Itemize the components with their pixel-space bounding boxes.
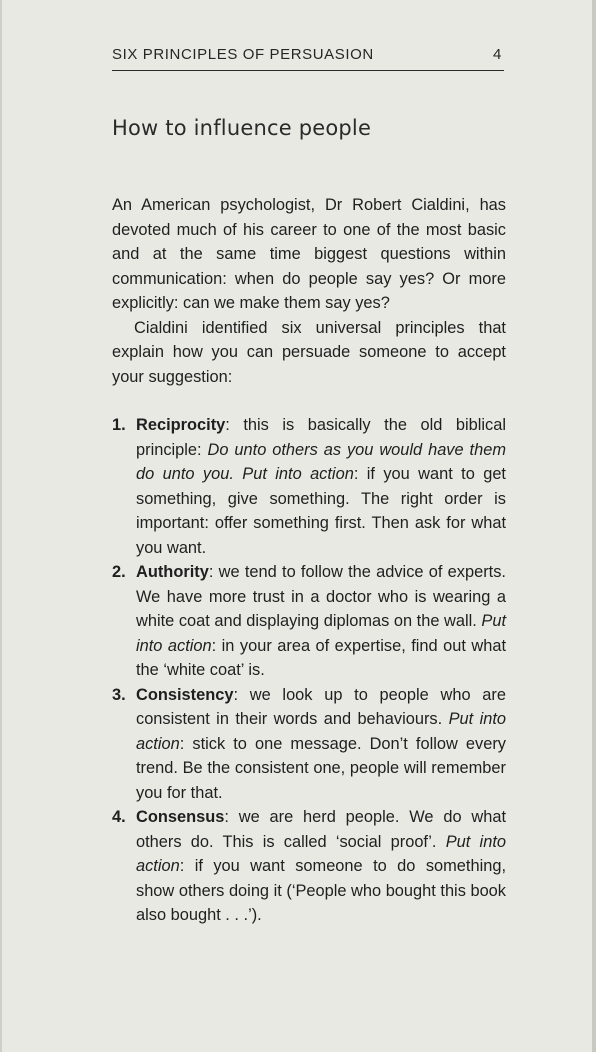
principle-text: : in your area of expertise, find out what the ‘white coat’ is. bbox=[136, 636, 506, 679]
principle-text: : we tend to follow the advice of experts. We have more trust in a doctor who is wearing a white coat and displaying diplomas on the wall. bbox=[136, 563, 506, 630]
principle-term: Consensus bbox=[136, 808, 225, 826]
principle-term: Consistency bbox=[136, 685, 234, 704]
principle-text: : stick to one message. Don’t follow every trend. Be the consistent one, people will remember you for that. bbox=[136, 734, 506, 802]
principle-term: Reciprocity bbox=[136, 416, 226, 434]
principle-text: : this is basically the old biblical principle: bbox=[136, 416, 506, 459]
principle-italic: Put into action bbox=[136, 832, 506, 875]
list-item bbox=[112, 413, 506, 560]
page-number: 4 bbox=[493, 46, 502, 63]
list-item bbox=[112, 560, 506, 683]
principle-text: : we are herd people. We do what others do. This is called ‘social proof’. bbox=[136, 808, 506, 851]
list-number: 2. bbox=[112, 563, 126, 581]
paragraph: An American psychologist, Dr Robert Cialdini, has devoted much of his career to one of the most basic and at the same time biggest questions within communication: when do people say yes? Or more explicitly: can we make them say yes? bbox=[112, 196, 506, 312]
principle-italic: Put into action bbox=[136, 710, 506, 753]
running-header bbox=[112, 44, 504, 71]
chapter-title: How to influence people bbox=[112, 116, 372, 140]
body-text bbox=[112, 193, 506, 928]
list-number: 1. bbox=[112, 416, 126, 434]
principle-text: : we look up to people who are consistent in their words and behaviours. bbox=[136, 685, 506, 728]
paragraph: Cialdini identified six universal principles that explain how you can persuade someone to accept your suggestion: bbox=[112, 318, 506, 386]
principle-text: : if you want to get something, give something. The right order is important: offer something first. Then ask for what you want. bbox=[136, 465, 506, 557]
principle-italic: Put into action bbox=[136, 612, 506, 655]
principles-list bbox=[112, 413, 506, 928]
running-header-title: SIX PRINCIPLES OF PERSUASION bbox=[112, 46, 374, 63]
principle-text: : if you want someone to do something, show others doing it (‘People who bought this book also bought . . .’). bbox=[136, 857, 506, 924]
list-item bbox=[112, 805, 506, 928]
list-number: 3. bbox=[112, 685, 126, 704]
principle-term: Authority bbox=[136, 563, 209, 581]
principle-italic: Do unto others as you would have them do unto you. Put into action bbox=[136, 440, 506, 483]
list-number: 4. bbox=[112, 808, 126, 826]
list-item bbox=[112, 683, 506, 806]
